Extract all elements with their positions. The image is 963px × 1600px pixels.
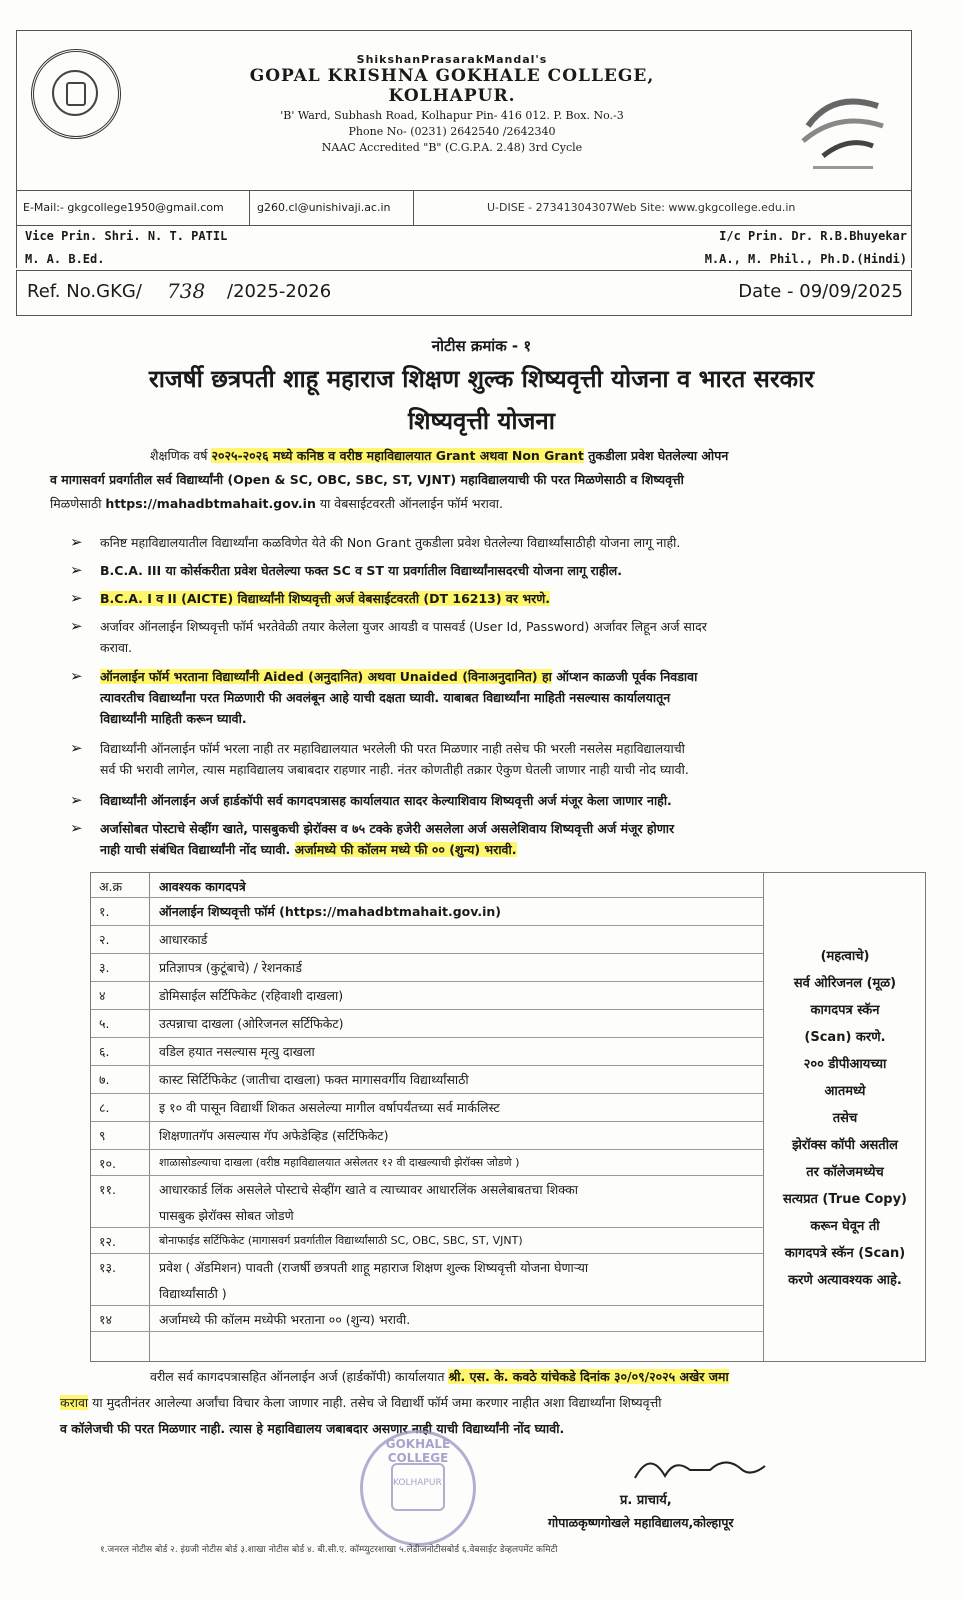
table-row: विद्यार्थ्यांसाठी ) [91, 1279, 763, 1306]
table-row: ९ शिक्षणातगॅप असल्यास गॅप अफेडेव्हिड (सर्टिफिकेट) [91, 1121, 763, 1150]
table-row: ३. प्रतिज्ञापत्र (कुटूंबाचे) / रेशनकार्ड [91, 953, 763, 982]
college-marathi-name: गोपाळकृष्णगोखले महाविद्यालय,कोल्हापूर [548, 1515, 734, 1530]
notice-date: Date - 09/09/2025 [738, 281, 903, 302]
table-row: १३. प्रवेश ( ॲडमिशन) पावती (राजर्षी छत्रपती शाहू महाराज शिक्षण शुल्क शिष्यवृत्ती योजना घेणाऱ्या [99, 1260, 589, 1275]
contact-row [16, 190, 912, 226]
notice-title-line2: शिष्यवृत्ती योजना [408, 407, 555, 435]
society-name: ShikshanPrasarakMandal's [356, 53, 548, 66]
documents-table [90, 872, 926, 1362]
udise-website: U-DISE - 27341304307Web Site: www.gkgcollege.edu.in [487, 201, 796, 214]
table-row: ५. उत्पन्नाचा दाखला (ओरिजनल सर्टिफिकेट) [91, 1009, 763, 1038]
arrow-icon: ➢ [70, 589, 83, 607]
arrow-icon: ➢ [70, 617, 83, 635]
email-secondary: g260.cl@unishivaji.ac.in [257, 201, 391, 214]
list-item: ➢ विद्यार्थ्यांनी ऑनलाईन फॉर्म भरला नाही तर महाविद्यालयात भरलेली फी परत मिळणार नाही तसेच फी भरली नसलेस महाविद्यालयाची सर्व फी भरावी लागेल, त्यास महाविद्यालय जबाबदार राहणार नाही. नंतर कोणतीही तक्रार ऐकुण घेतली जाणार नाही याची नोद घ्यावी. [70, 739, 689, 777]
table-row: पासबुक झेरॉक्स सोबत जोडणे [91, 1201, 763, 1228]
list-item: ➢ कनिष्ट महाविद्यालयातील विद्यार्थ्यांना कळविणेत येते की Non Grant तुकडीला प्रवेश घेतलेल्या विद्यार्थ्यांसाठीही योजना लागू नाही. [70, 533, 681, 551]
table-header: अ.क्र आवश्यक कागदपत्रे [91, 873, 763, 898]
address: 'B' Ward, Subhash Road, Kolhapur Pin- 416 012. P. Box. No.-3 [280, 109, 624, 122]
naac: NAAC Accredited "B" (C.G.P.A. 2.48) 3rd Cycle [321, 141, 583, 154]
arrow-icon: ➢ [70, 561, 83, 579]
vice-principal-degree: M. A. B.Ed. [25, 252, 105, 266]
brand-logo-icon [793, 86, 893, 176]
table-row: ७. कास्ट सिर्टिफिकेट (जातीचा दाखला) फक्त मागासवर्गीय विद्यार्थ्यांसाठी [91, 1065, 763, 1094]
principal: I/c Prin. Dr. R.B.Bhuyekar [719, 229, 907, 243]
arrow-icon: ➢ [70, 667, 83, 685]
ref-label: Ref. No.GKG/ [27, 281, 142, 302]
highlight-grant: २०२५-२०२६ मध्ये कनिष्ठ व वरीष्ठ महाविद्यालयात Grant अथवा Non Grant [211, 448, 584, 463]
reference-row [16, 270, 912, 316]
letterhead [16, 30, 912, 191]
important-note: (महत्वाचे) सर्व ओरिजनल (मूळ) कागदपत्र स्कॅन (Scan) करणे. २०० डीपीआयच्या आतमध्ये तसेच झेरॉक्स कॉपी असतील तर कॉलेजमध्येच सत्यप्रत (True Copy) करून घेवून ती कागदपत्रे स्कॅन (Scan) करणे अत्यावश्यक आहे. [782, 949, 907, 1288]
phone: Phone No- (0231) 2642540 /2642340 [348, 125, 556, 138]
college-city: KOLHAPUR. [388, 86, 516, 106]
officers-row [16, 224, 912, 268]
list-item: ➢ अर्जासोबत पोस्टाचे सेव्हींग खाते, पासबुकची झेरॉक्स व ७५ टक्के हजेरी असलेला अर्ज असलेशिवाय शिष्यवृत्ती अर्ज मंजूर होणार नाही याची संबंधित विद्यार्थ्यांनी नोंद घ्यावी. अर्जामध्ये फी कॉलम मध्ये फी ०० (शुन्य) भरावी. [70, 819, 675, 857]
submission-note: वरील सर्व कागदपत्रासहित ऑनलाईन अर्ज (हार्डकॉपी) कार्यालयात श्री. एस. के. कवठे यांचेकडे दिनांक ३०/०९/२०२५ अखेर जमा करावा या मुदतीनंतर आलेल्या अर्जांचा विचार केला जाणार नाही. तसेच जे विद्यार्थी फॉर्म जमा करणार नाहीत अशा विद्यार्थ्यांना शिष्यवृत्ती व कॉलेजची फी परत मिळणार नाही. त्यास हे महाविद्यालय जबाबदार असणार नाही याची विद्यार्थ्यांनी नोंद घ्यावी. [60, 1369, 729, 1436]
table-row: २. आधारकार्ड [91, 925, 763, 954]
copy-to-list: १.जनरल नोटीस बोर्ड २. इंग्रजी नोटीस बोर्ड ३.शाखा नोटीस बोर्ड ४. बी.सी.ए. कॉम्प्युटरशाखा ५.लेडीजनोटीसबोर्ड ६.वेबसाईट डेव्हलपमेंट कमिटी [100, 1545, 558, 1555]
arrow-icon: ➢ [70, 533, 83, 551]
notice-number: नोटीस क्रमांक - १ [431, 337, 532, 355]
principal-degree: M.A., M. Phil., Ph.D.(Hindi) [704, 252, 907, 266]
table-row: १२. बोनाफाईड सर्टिफिकेट (मागासवर्ग प्रवर्गातील विद्यार्थ्यांसाठी SC, OBC, SBC, ST, VJNT) [91, 1227, 763, 1254]
arrow-icon: ➢ [70, 739, 83, 757]
college-name: GOPAL KRISHNA GOKHALE COLLEGE, [249, 66, 655, 86]
table-row: १४ अर्जामध्ये फी कॉलम मध्येफी भरताना ०० (शुन्य) भरावी. [91, 1305, 763, 1332]
college-stamp-icon: GOKHALE COLLEGE KOLHAPUR [360, 1430, 476, 1546]
table-row: ८. इ १० वी पासून विद्यार्थी शिकत असलेल्या मागील वर्षापर्यंतच्या सर्व मार्कलिस्ट [91, 1093, 763, 1122]
website-link[interactable]: https://mahadbtmahait.gov.in [105, 496, 316, 511]
notice-title-line1: राजर्षी छत्रपती शाहू महाराज शिक्षण शुल्क शिष्यवृत्ती योजना व भारत सरकार [148, 365, 815, 393]
list-item: ➢ B.C.A. I व II (AICTE) विद्यार्थ्यांनी शिष्यवृत्ती अर्ज वेबसाईटवरती (DT 16213) वर भरणे. [70, 589, 551, 607]
principal-title: प्र. प्राचार्य, [620, 1493, 672, 1508]
list-item: ➢ विद्यार्थ्यांनी ऑनलाईन अर्ज हार्डकॉपी सर्व कागदपत्रासह कार्यालयात सादर केल्याशिवाय शिष्यवृत्ती अर्ज मंजूर केला जाणार नाही. [70, 791, 672, 809]
table-row: ६. वडिल हयात नसल्यास मृत्यु दाखला [91, 1037, 763, 1066]
vice-principal: Vice Prin. Shri. N. T. PATIL [25, 229, 228, 243]
arrow-icon: ➢ [70, 819, 83, 837]
arrow-icon: ➢ [70, 791, 83, 809]
list-item: ➢ B.C.A. III या कोर्सकरीता प्रवेश घेतलेल्या फक्त SC व ST या प्रवर्गातील विद्यार्थ्यांनासदरची योजना लागू राहील. [70, 561, 623, 579]
principal-signature-icon [630, 1448, 770, 1484]
list-item: ➢ ऑनलाईन फॉर्म भरताना विद्यार्थ्यांनी Aided (अनुदानित) अथवा Unaided (विनाअनुदानित) हा ऑप्शन काळजी पूर्वक निवडावा त्यावरतीच विद्यार्थ्यांना परत मिळणारी फी अवलंबून आहे याची दक्षता घ्यावी. याबाबत विद्यार्थ्यांना माहिती नसल्यास कार्यालयातून विद्यार्थ्यांनी माहिती करून घ्यावी. [70, 667, 698, 726]
ref-number: 738 [167, 279, 206, 303]
list-item: ➢ अर्जावर ऑनलाईन शिष्यवृत्ती फॉर्म भरतेवेळी तयार केलेला युजर आयडी व पासवर्ड (User Id, Password) अर्जावर लिहून अर्ज सादर करावा. [70, 617, 707, 655]
email: E-Mail:- gkgcollege1950@gmail.com [23, 201, 224, 214]
intro-paragraph: शैक्षणिक वर्ष २०२५-२०२६ मध्ये कनिष्ठ व वरीष्ठ महाविद्यालयात Grant अथवा Non Grant तुकडीला प्रवेश घेतलेल्या ओपन व मागासवर्ग प्रवर्गातील सर्व विद्यार्थ्यांनी (Open & SC, OBC, SBC, ST, VJNT) महाविद्यालयाची फी परत मिळणेसाठी व शिष्यवृत्ती मिळणेसाठी https://mahadbtmahait.gov.in या वेबसाईटवरती ऑनलाईन फॉर्म भरावा. [50, 448, 729, 511]
table-row: १०. शाळासोडल्याचा दाखला (वरीष्ठ महाविद्यालयात असेलतर १२ वी दाखल्याची झेरॉक्स जोडणे ) [91, 1149, 763, 1176]
table-row: ४ डोमिसाईल सर्टिफिकेट (रहिवाशी दाखला) [91, 981, 763, 1010]
table-row: ११. आधारकार्ड लिंक असलेले पोस्टाचे सेव्हींग खाते व त्याच्यावर आधारलिंक असलेबाबतचा शिक्का [99, 1182, 578, 1197]
table-row: १. ऑनलाईन शिष्यवृत्ती फॉर्म (https://mahadbtmahait.gov.in) [91, 897, 763, 926]
ref-year: /2025-2026 [227, 281, 332, 302]
college-emblem-icon [31, 49, 121, 139]
